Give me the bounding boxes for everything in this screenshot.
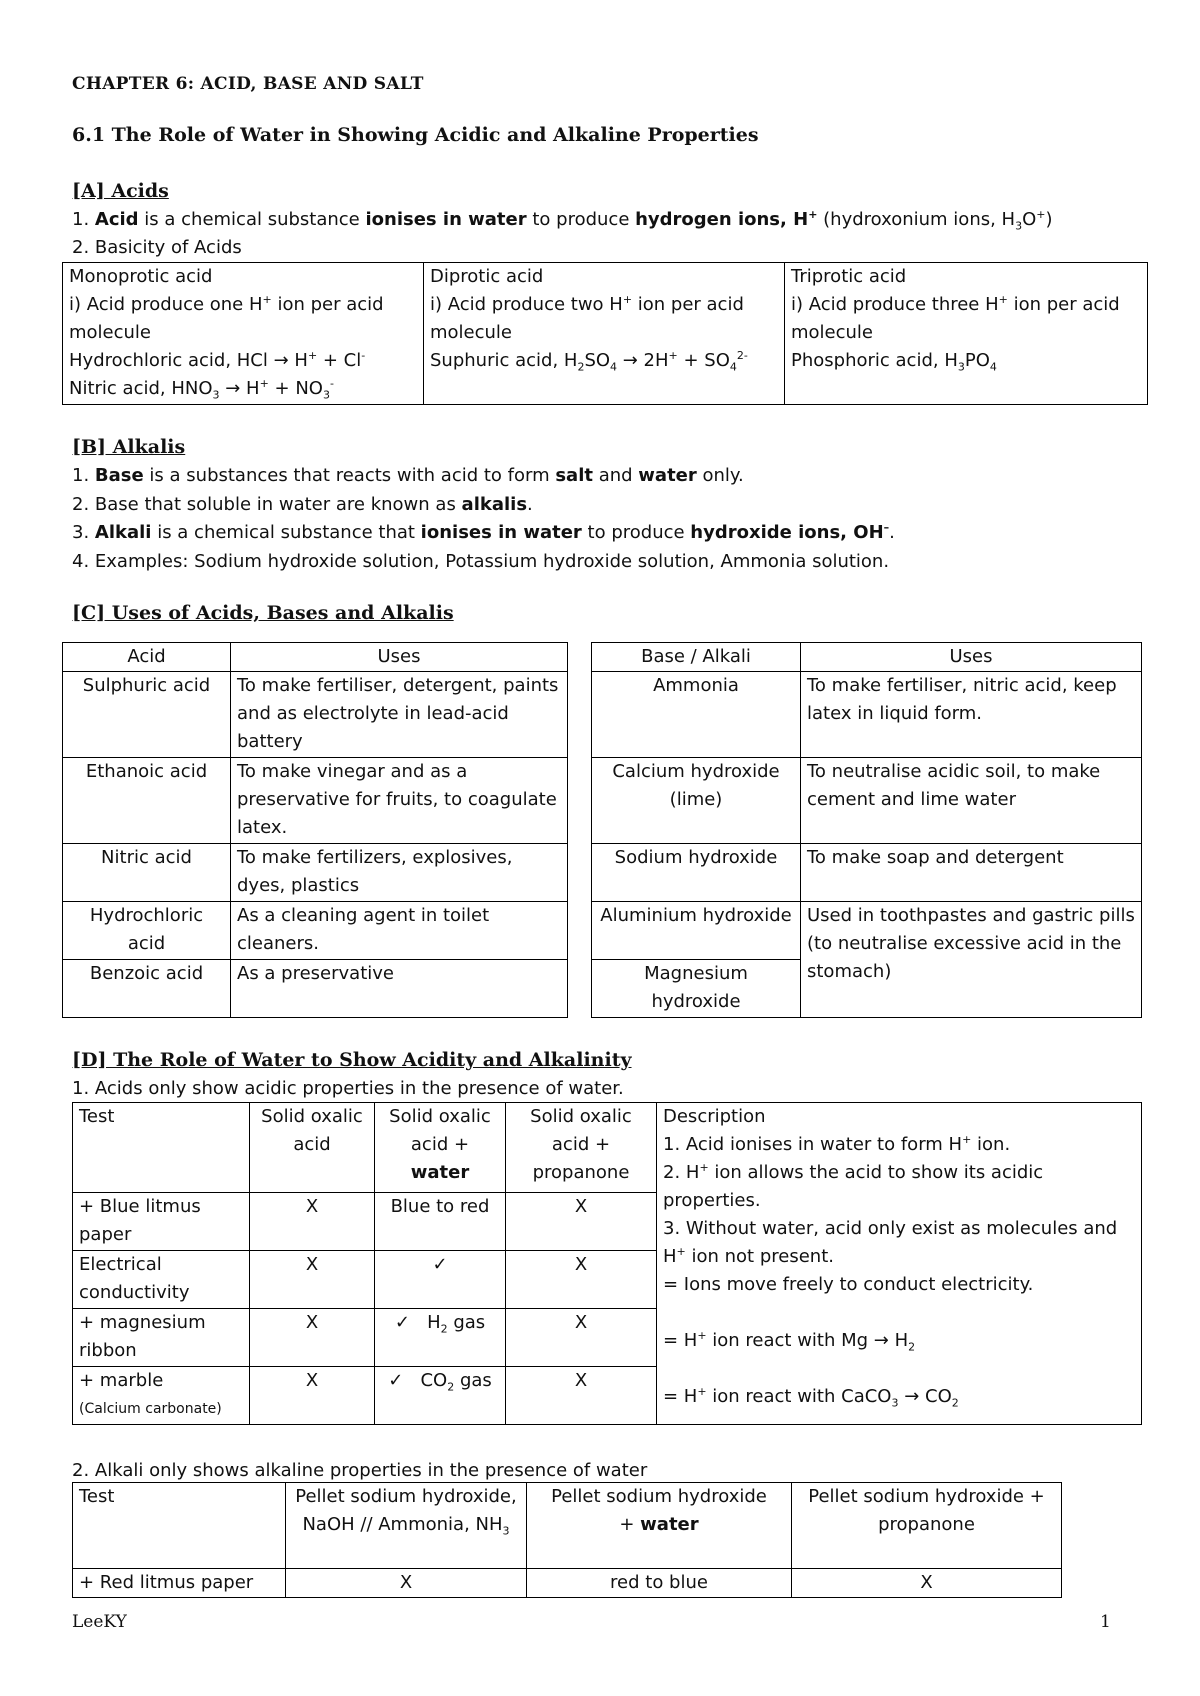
check-icon: ✓ (394, 1312, 410, 1333)
description-cell: Description 1. Acid ionises in water to form H+ ion. 2. H+ ion allows the acid to show its acidic properties. 3. Without water, acid only exist as molecules and H+ ion not present. = Ions move freely to conduct electricity. = H+ ion react with $Mg \to H_2$ = H+ ion react with CaCO$_3$ → $CO_2$ (657, 1103, 1142, 1425)
result-solid: X (250, 1193, 375, 1251)
base-uses-header-base: Base / Alkali (592, 643, 801, 672)
acids-heading: [A] Acids (72, 180, 169, 202)
acid-name: Sulphuric acid (63, 672, 231, 758)
alk-header-water: Pellet sodium hydroxide + water (527, 1483, 792, 1569)
table-row (592, 672, 1142, 758)
alkali-line-3: 3. Alkali is a chemical substance that ionises in water to produce hydroxide ions, OH–. (72, 521, 895, 543)
basicity-table (62, 262, 1148, 405)
test-name: + marble (Calcium carbonate) (73, 1367, 250, 1425)
table-row (592, 758, 1142, 844)
result-solid: X (250, 1251, 375, 1309)
footer-page-number: 1 (1100, 1612, 1111, 1632)
base-name: Magnesium hydroxide (592, 960, 801, 1018)
alkalis-heading: [B] Alkalis (72, 436, 186, 458)
table-row (63, 758, 568, 844)
acid-use: As a cleaning agent in toilet cleaners. (231, 902, 568, 960)
alkali-line-2: 2. Base that soluble in water are known as alkalis. (72, 494, 533, 515)
chapter-title: CHAPTER 6: ACID, BASE AND SALT (72, 74, 424, 94)
basicity-cell-triprotic: Triprotic acid i) Acid produce three H+ ion per acid molecule Phosphoric acid, $H_3PO_4$ (785, 263, 1148, 405)
result-propanone: X (792, 1569, 1062, 1598)
alkali-line-1: 1. Base is a substances that reacts with acid to form salt and water only. (72, 465, 744, 486)
alk-header-test: Test (73, 1483, 286, 1569)
alkali-line-4: 4. Examples: Sodium hydroxide solution, Potassium hydroxide solution, Ammonia solution. (72, 551, 890, 572)
acid-use: To make fertiliser, detergent, paints and as electrolyte in lead-acid battery (231, 672, 568, 758)
result-solid: X (250, 1309, 375, 1367)
base-name: Sodium hydroxide (592, 844, 801, 902)
table-row (73, 1569, 1062, 1598)
base-uses-table (591, 642, 1142, 1018)
table-row (63, 960, 568, 1018)
base-name: Ammonia (592, 672, 801, 758)
acid-name: Ethanoic acid (63, 758, 231, 844)
base-uses-header-uses: Uses (801, 643, 1142, 672)
alkali-water-table (72, 1482, 1062, 1598)
test-name: + Red litmus paper (73, 1569, 286, 1598)
acid-use: To make fertilizers, explosives, dyes, plastics (231, 844, 568, 902)
alk-header-pellet: Pellet sodium hydroxide, NaOH // Ammonia, $NH_3$ (286, 1483, 527, 1569)
table-row (592, 844, 1142, 902)
test-name: + Blue litmus paper (73, 1193, 250, 1251)
basicity-cell-monoprotic: Monoprotic acid i) Acid produce one H+ ion per acid molecule Hydrochloric acid, HCl → H+ + Cl- Nitric acid, $HNO_3 \to H^+ + NO_3^-$ (63, 263, 424, 405)
table-row (63, 672, 568, 758)
base-use: To make fertiliser, nitric acid, keep latex in liquid form. (801, 672, 1142, 758)
test-name: Electrical conductivity (73, 1251, 250, 1309)
table-row (63, 902, 568, 960)
base-use: Used in toothpastes and gastric pills (to neutralise excessive acid in the stomach) (801, 902, 1142, 1018)
result-water: Blue to red (375, 1193, 506, 1251)
footer-author: LeeKY (72, 1612, 127, 1632)
header-solid: Solid oxalic acid (250, 1103, 375, 1193)
alk-header-propanone: Pellet sodium hydroxide + propanone (792, 1483, 1062, 1569)
table-row (592, 902, 1142, 960)
result-pellet: X (286, 1569, 527, 1598)
acid-name: Hydrochloric acid (63, 902, 231, 960)
acid-water-table (72, 1102, 1142, 1425)
acid-uses-table (62, 642, 568, 1018)
result-propanone: X (506, 1309, 657, 1367)
acid-use: To make vinegar and as a preservative for fruits, to coagulate latex. (231, 758, 568, 844)
acid-uses-header-uses: Uses (231, 643, 568, 672)
acid-name: Nitric acid (63, 844, 231, 902)
check-icon: ✓ (375, 1251, 506, 1309)
header-propanone: Solid oxalic acid + propanone (506, 1103, 657, 1193)
result-propanone: X (506, 1251, 657, 1309)
result-water: ✓ $CO_2$ gas (375, 1367, 506, 1425)
acid-name: Benzoic acid (63, 960, 231, 1018)
check-icon: ✓ (388, 1370, 404, 1391)
uses-heading: [C] Uses of Acids, Bases and Alkalis (72, 602, 454, 624)
acid-uses-header-acid: Acid (63, 643, 231, 672)
result-water: ✓ $H_2$ gas (375, 1309, 506, 1367)
header-test: Test (73, 1103, 250, 1193)
table-row (63, 844, 568, 902)
section-title: 6.1 The Role of Water in Showing Acidic and Alkaline Properties (72, 124, 759, 146)
result-solid: X (250, 1367, 375, 1425)
result-water: red to blue (527, 1569, 792, 1598)
base-name: Aluminium hydroxide (592, 902, 801, 960)
acid-definition: 1. Acid is a chemical substance ionises in water to produce hydrogen ions, H+ (hydroxonium ions, $H_3O^+$) (72, 208, 1053, 233)
base-name: Calcium hydroxide (lime) (592, 758, 801, 844)
base-use: To neutralise acidic soil, to make cement and lime water (801, 758, 1142, 844)
basicity-cell-diprotic: Diprotic acid i) Acid produce two H+ ion per acid molecule Suphuric acid, $H_2SO_4 \to 2H^+ + SO_4^{2-}$ (424, 263, 785, 405)
role-heading: [D] The Role of Water to Show Acidity and Alkalinity (72, 1049, 632, 1071)
result-propanone: X (506, 1193, 657, 1251)
acid-use: As a preservative (231, 960, 568, 1018)
role-line-1: 1. Acids only show acidic properties in the presence of water. (72, 1078, 624, 1099)
header-water: Solid oxalic acid + water (375, 1103, 506, 1193)
role-line-2: 2. Alkali only shows alkaline properties in the presence of water (72, 1460, 648, 1481)
result-propanone: X (506, 1367, 657, 1425)
basicity-label: 2. Basicity of Acids (72, 237, 242, 258)
base-use: To make soap and detergent (801, 844, 1142, 902)
test-name: + magnesium ribbon (73, 1309, 250, 1367)
